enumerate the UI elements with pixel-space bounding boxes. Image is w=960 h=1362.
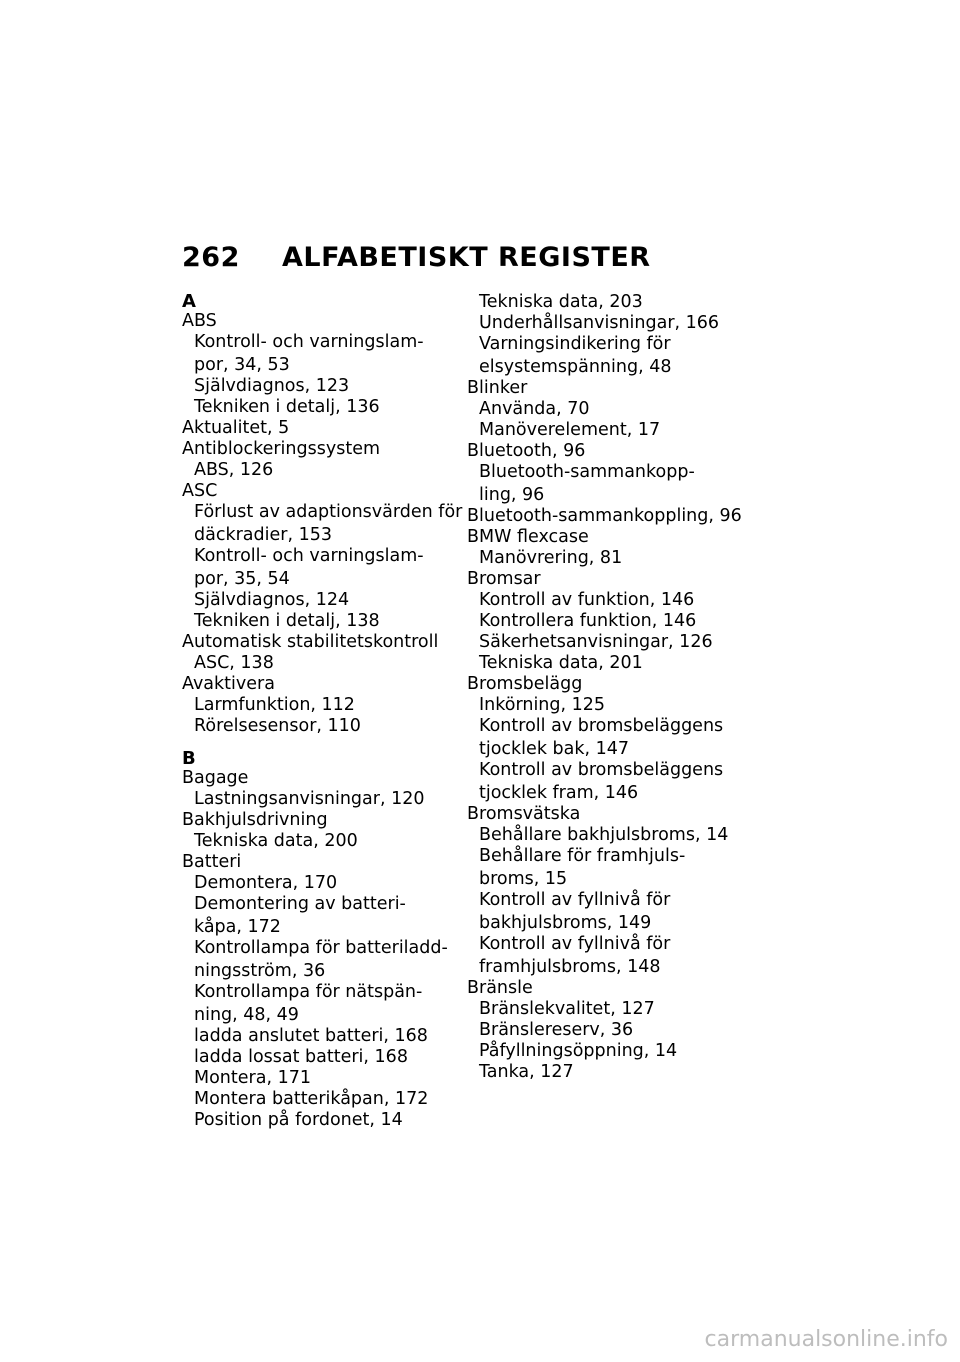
index-entry: [182, 810, 472, 852]
index-subentry-line: broms, 15: [479, 869, 568, 889]
index-subentry: [467, 548, 757, 569]
index-subentry-line: Kontroll av bromsbeläggens: [479, 716, 724, 736]
index-subentry-line: Montera batterikåpan, 172: [194, 1089, 429, 1109]
index-subentry: [467, 313, 757, 334]
index-subentry-line: Kontrollera funktion, 146: [479, 611, 697, 631]
index-column-left: [182, 292, 472, 1131]
index-subentry: [467, 1062, 757, 1083]
index-term: Blinker: [467, 378, 528, 398]
page-title: ALFABETISKT REGISTER: [282, 242, 651, 273]
index-subentry-line: Självdiagnos, 124: [194, 590, 350, 610]
index-subentry-line: Säkerhetsanvisningar, 126: [479, 632, 713, 652]
index-subentry-line: Kontroll av funktion, 146: [479, 590, 695, 610]
index-subentry: [467, 1020, 757, 1041]
index-term: Antiblockeringssystem: [182, 439, 381, 459]
index-entry: [467, 674, 757, 804]
index-subentry-line: Bränslekvalitet, 127: [479, 999, 655, 1019]
index-subentry: [467, 590, 757, 611]
index-subentry-line: Underhållsanvisningar, 166: [479, 313, 720, 333]
index-subentry: [182, 831, 472, 852]
index-subentry-line: Demontering av batteri-: [194, 894, 406, 914]
index-subentry: [467, 334, 757, 378]
index-subentry-line: Position på fordonet, 14: [194, 1110, 403, 1130]
index-term: ASC: [182, 481, 218, 501]
index-subentry: [182, 789, 472, 810]
index-subentry-line: Inkörning, 125: [479, 695, 606, 715]
index-entry: [467, 804, 757, 978]
index-subentry-line: Manöverelement, 17: [479, 420, 661, 440]
index-subentry: [182, 1047, 472, 1068]
index-subentry: [182, 1026, 472, 1047]
index-subentry-line: bakhjulsbroms, 149: [479, 913, 652, 933]
index-subentry-line: Demontera, 170: [194, 873, 338, 893]
index-letter-heading: B: [182, 748, 196, 769]
page-number: 262: [182, 242, 240, 273]
index-subentry-line: Påfyllningsöppning, 14: [479, 1041, 678, 1061]
index-term: Bränsle: [467, 978, 533, 998]
index-subentry-line: Använda, 70: [479, 399, 590, 419]
index-term: Bluetooth, 96: [467, 441, 586, 461]
index-subentry-line: Larmfunktion, 112: [194, 695, 355, 715]
index-term: Batteri: [182, 852, 242, 872]
index-subentry-line: elsystemspänning, 48: [479, 357, 672, 377]
index-term: Bromsar: [467, 569, 541, 589]
index-entry: [467, 441, 757, 506]
index-subentry-line: por, 35, 54: [194, 569, 290, 589]
index-term: Bromsvätska: [467, 804, 581, 824]
index-subentry: [467, 999, 757, 1020]
index-subentry: [467, 890, 757, 934]
index-subentry-line: framhjulsbroms, 148: [479, 957, 661, 977]
index-term: Aktualitet, 5: [182, 418, 290, 438]
index-entry: [182, 418, 472, 439]
index-entry: [467, 378, 757, 441]
index-subentry-line: Rörelsesensor, 110: [194, 716, 361, 736]
index-term: Bagage: [182, 768, 249, 788]
index-subentry-line: Manövrering, 81: [479, 548, 623, 568]
index-subentry-line: tjocklek bak, 147: [479, 739, 630, 759]
index-subentry-line: Förlust av adaptionsvärden för: [194, 502, 463, 522]
index-entry: [467, 506, 757, 527]
index-entry: [182, 768, 472, 810]
index-subentry-line: ABS, 126: [194, 460, 274, 480]
index-subentry-line: Lastningsanvisningar, 120: [194, 789, 425, 809]
index-subentry: [182, 653, 472, 674]
index-subentry-line: Självdiagnos, 123: [194, 376, 350, 396]
index-entry: [467, 569, 757, 674]
index-subentry: [467, 934, 757, 978]
index-term: Automatisk stabilitetskontroll: [182, 632, 439, 652]
index-subentry-line: Tekniska data, 200: [194, 831, 358, 851]
index-subentry: [182, 546, 472, 590]
index-subentry-line: Kontroll av fyllnivå för: [479, 890, 671, 910]
index-subentry: [467, 420, 757, 441]
index-subentry-line: Kontrollampa för batteriladd-: [194, 938, 448, 958]
index-subentry-line: ladda anslutet batteri, 168: [194, 1026, 428, 1046]
index-subentry: [182, 611, 472, 632]
index-subentry-line: Kontrollampa för nätspän-: [194, 982, 423, 1002]
index-subentry: [182, 982, 472, 1026]
index-subentry-line: Tekniska data, 203: [479, 292, 643, 312]
index-subentry-line: Kontroll- och varningslam-: [194, 546, 424, 566]
index-subentry: [182, 397, 472, 418]
index-term: Bluetooth-sammankoppling, 96: [467, 506, 742, 526]
index-subentry: [182, 332, 472, 376]
index-subentry-line: ASC, 138: [194, 653, 274, 673]
index-subentry: [467, 695, 757, 716]
index-subentry-line: tjocklek fram, 146: [479, 783, 639, 803]
index-subentry-line: Tekniken i detalj, 138: [194, 611, 380, 631]
index-subentry: [467, 846, 757, 890]
index-entry: [182, 311, 472, 418]
index-term: BMW flexcase: [467, 527, 589, 547]
index-subentry-line: ningsström, 36: [194, 961, 326, 981]
index-subentry-line: kåpa, 172: [194, 917, 281, 937]
index-subentry-line: däckradier, 153: [194, 525, 332, 545]
index-term: Avaktivera: [182, 674, 275, 694]
index-term: Bromsbelägg: [467, 674, 583, 694]
index-subentry-line: Behållare bakhjulsbroms, 14: [479, 825, 729, 845]
index-subentry-line: ladda lossat batteri, 168: [194, 1047, 408, 1067]
index-subentry: [182, 938, 472, 982]
index-column-right: [467, 292, 757, 1083]
index-subentry: [182, 1110, 472, 1131]
index-subentry: [182, 1089, 472, 1110]
index-subentry-line: Tanka, 127: [479, 1062, 574, 1082]
index-subentry-line: Varningsindikering för: [479, 334, 671, 354]
index-subentry-line: ning, 48, 49: [194, 1005, 299, 1025]
index-subentry-line: Bluetooth-sammankopp-: [479, 462, 695, 482]
index-subentry-line: Kontroll av bromsbeläggens: [479, 760, 724, 780]
index-subentry: [467, 292, 757, 313]
index-subentry: [182, 502, 472, 546]
index-entry: [467, 527, 757, 569]
index-subentry-line: Tekniken i detalj, 136: [194, 397, 380, 417]
index-subentry: [182, 460, 472, 481]
index-subentry-line: Montera, 171: [194, 1068, 311, 1088]
index-subentry-line: por, 34, 53: [194, 355, 290, 375]
index-subentry-line: Behållare för framhjuls-: [479, 846, 686, 866]
index-subentry: [182, 695, 472, 716]
index-subentry-line: Kontroll- och varningslam-: [194, 332, 424, 352]
index-entry: [182, 481, 472, 632]
index-subentry: [182, 716, 472, 737]
index-term: ABS: [182, 311, 217, 331]
index-entry: [182, 632, 472, 674]
index-entry: [467, 978, 757, 1083]
index-subentry: [467, 825, 757, 846]
index-subentry: [182, 873, 472, 894]
index-subentry-line: Bränslereserv, 36: [479, 1020, 634, 1040]
index-subentry: [182, 1068, 472, 1089]
index-term: Bakhjulsdrivning: [182, 810, 328, 830]
index-subentry: [467, 611, 757, 632]
index-subentry: [467, 399, 757, 420]
index-subentry: [467, 760, 757, 804]
index-subentry-line: ling, 96: [479, 485, 545, 505]
index-subentry: [182, 894, 472, 938]
index-entry: [182, 439, 472, 481]
index-subentry: [467, 653, 757, 674]
index-subentry: [467, 1041, 757, 1062]
page-header: [182, 242, 651, 282]
index-letter-heading: A: [182, 291, 196, 312]
index-subentry-line: Tekniska data, 201: [479, 653, 643, 673]
index-entry: [182, 674, 472, 737]
index-subentry-line: Kontroll av fyllnivå för: [479, 934, 671, 954]
watermark: carmanualsonline.info: [704, 1327, 948, 1352]
index-entry: [467, 292, 757, 378]
index-subentry: [467, 716, 757, 760]
index-subentry: [182, 590, 472, 611]
index-subentry: [467, 462, 757, 506]
index-subentry: [467, 632, 757, 653]
index-entry: [182, 852, 472, 1131]
index-subentry: [182, 376, 472, 397]
